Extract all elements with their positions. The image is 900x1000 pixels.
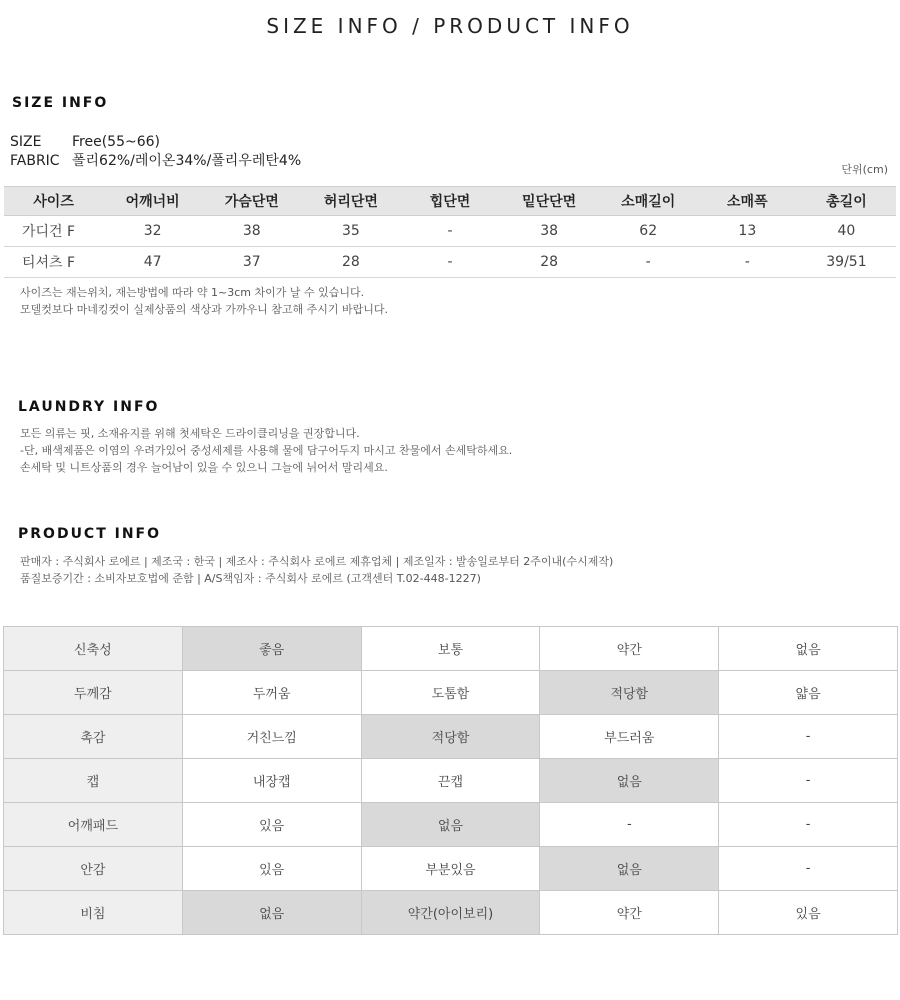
attribute-option-selected: 적당함 <box>361 715 540 759</box>
column-header: 어깨너비 <box>103 187 202 216</box>
table-cell: 35 <box>301 216 400 247</box>
note-line: 모든 의류는 핏, 소재유지를 위해 첫세탁은 드라이클리닝을 권장합니다. <box>20 427 360 440</box>
table-cell: 13 <box>698 216 797 247</box>
fabric-key: FABRIC <box>10 153 60 169</box>
attribute-option: - <box>719 759 898 803</box>
attribute-label: 비침 <box>4 891 183 935</box>
column-header: 소매폭 <box>698 187 797 216</box>
note-line: 사이즈는 재는위치, 재는방법에 따라 약 1~3cm 차이가 날 수 있습니다. <box>20 286 365 299</box>
column-header: 총길이 <box>797 187 896 216</box>
size-table <box>4 186 896 278</box>
table-cell: - <box>400 216 499 247</box>
attribute-option: - <box>719 715 898 759</box>
table-cell: 39/51 <box>797 247 896 278</box>
table-cell: 62 <box>599 216 698 247</box>
table-cell: 28 <box>500 247 599 278</box>
column-header: 소매길이 <box>599 187 698 216</box>
column-header: 밑단단면 <box>500 187 599 216</box>
attribute-row <box>4 891 898 935</box>
table-row <box>4 247 896 278</box>
attribute-row <box>4 671 898 715</box>
attribute-option: 두꺼움 <box>182 671 361 715</box>
fabric-spec <box>10 150 301 170</box>
attribute-option: 있음 <box>719 891 898 935</box>
column-header: 힙단면 <box>400 187 499 216</box>
attribute-row <box>4 847 898 891</box>
note-line: 품질보증기간 : 소비자보호법에 준함 | A/S책임자 : 주식회사 로에르 (고객센터 T.02-448-1227) <box>20 572 481 585</box>
attribute-table <box>3 626 898 935</box>
table-cell: 37 <box>202 247 301 278</box>
attribute-option: 거친느낌 <box>182 715 361 759</box>
attribute-label: 캡 <box>4 759 183 803</box>
table-cell: 28 <box>301 247 400 278</box>
attribute-option: 약간 <box>540 627 719 671</box>
size-info-heading: SIZE INFO <box>12 95 109 111</box>
attribute-option: 약간 <box>540 891 719 935</box>
attribute-label: 촉감 <box>4 715 183 759</box>
attribute-option: - <box>719 847 898 891</box>
note-line: 손세탁 및 니트상품의 경우 늘어남이 있을 수 있으니 그늘에 뉘어서 말리세요. <box>20 461 388 474</box>
table-cell: 40 <box>797 216 896 247</box>
table-cell: 38 <box>500 216 599 247</box>
attribute-option: 내장캡 <box>182 759 361 803</box>
attribute-option-selected: 적당함 <box>540 671 719 715</box>
table-cell: 32 <box>103 216 202 247</box>
product-notes <box>20 553 613 587</box>
attribute-label: 두께감 <box>4 671 183 715</box>
attribute-option: 보통 <box>361 627 540 671</box>
laundry-info-heading: LAUNDRY INFO <box>18 399 160 415</box>
table-cell: - <box>698 247 797 278</box>
column-header: 가슴단면 <box>202 187 301 216</box>
size-spec <box>10 134 160 150</box>
table-cell: 가디건 F <box>4 216 103 247</box>
attribute-option-selected: 없음 <box>540 759 719 803</box>
attribute-row <box>4 803 898 847</box>
attribute-row <box>4 627 898 671</box>
attribute-option: 끈캡 <box>361 759 540 803</box>
attribute-option: 얇음 <box>719 671 898 715</box>
unit-label: 단위(cm) <box>841 163 888 176</box>
size-value: Free(55~66) <box>72 134 160 150</box>
product-info-heading: PRODUCT INFO <box>18 526 162 542</box>
fabric-value: 폴리62%/레이온34%/폴리우레탄4% <box>72 153 302 169</box>
laundry-notes <box>20 425 512 476</box>
table-cell: - <box>400 247 499 278</box>
size-key: SIZE <box>10 134 42 150</box>
page-title: SIZE INFO / PRODUCT INFO <box>266 14 634 38</box>
attribute-option: 도톰함 <box>361 671 540 715</box>
note-line: -단, 배색제품은 이염의 우려가있어 중성세제를 사용해 물에 담구어두지 마시고 찬물에서 손세탁하세요. <box>20 444 513 457</box>
attribute-option-selected: 없음 <box>182 891 361 935</box>
attribute-option-selected: 없음 <box>361 803 540 847</box>
attribute-row <box>4 759 898 803</box>
table-cell: 티셔츠 F <box>4 247 103 278</box>
attribute-option: 없음 <box>719 627 898 671</box>
attribute-option-selected: 없음 <box>540 847 719 891</box>
size-notes <box>20 284 388 318</box>
attribute-option-selected: 약간(아이보리) <box>361 891 540 935</box>
column-header: 허리단면 <box>301 187 400 216</box>
note-line: 모델컷보다 마네킹컷이 실제상품의 색상과 가까우니 참고해 주시기 바랍니다. <box>20 303 389 316</box>
attribute-option: 부드러움 <box>540 715 719 759</box>
attribute-option: 있음 <box>182 803 361 847</box>
attribute-option: 부분있음 <box>361 847 540 891</box>
attribute-option: - <box>719 803 898 847</box>
table-cell: 47 <box>103 247 202 278</box>
attribute-label: 신축성 <box>4 627 183 671</box>
column-header: 사이즈 <box>4 187 103 216</box>
table-cell: 38 <box>202 216 301 247</box>
size-table-header <box>4 187 896 216</box>
attribute-option-selected: 좋음 <box>182 627 361 671</box>
note-line: 판매자 : 주식회사 로에르 | 제조국 : 한국 | 제조사 : 주식회사 로에르 제휴업체 | 제조일자 : 발송일로부터 2주이내(수시제작) <box>20 555 614 568</box>
attribute-option: - <box>540 803 719 847</box>
table-row <box>4 216 896 247</box>
attribute-row <box>4 715 898 759</box>
attribute-label: 어깨패드 <box>4 803 183 847</box>
attribute-option: 있음 <box>182 847 361 891</box>
attribute-label: 안감 <box>4 847 183 891</box>
table-cell: - <box>599 247 698 278</box>
